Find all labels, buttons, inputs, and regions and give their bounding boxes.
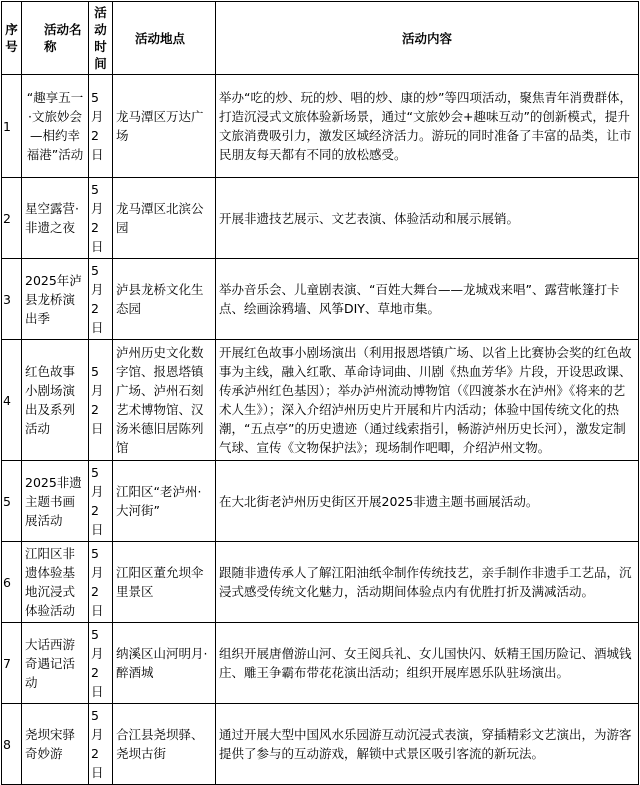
row-content: 举办“吃的炒、玩的炒、唱的炒、康的炒”等四项活动，聚焦青年消费群体，打造沉浸式文旅体验新场景，通过“文旅妙会+趣味互动”的创新模式，提升文旅消费吸引力，激发区域经济活力。游玩的同时准备了丰富的品类，让市民朋友每天都有不同的放松感受。 bbox=[216, 75, 639, 178]
row-name: “趣享五一·文旅妙会—相约幸福港”活动 bbox=[22, 75, 89, 178]
row-index: 2 bbox=[2, 178, 22, 259]
row-index: 8 bbox=[2, 704, 22, 785]
header-location: 活动地点 bbox=[113, 2, 216, 75]
row-location: 江阳区董允坝伞里景区 bbox=[113, 542, 216, 623]
row-location: 龙马潭区北滨公园 bbox=[113, 178, 216, 259]
row-index: 5 bbox=[2, 461, 22, 542]
row-content: 开展非遗技艺展示、文艺表演、体验活动和展示展销。 bbox=[216, 178, 639, 259]
header-name: 活动名称 bbox=[22, 2, 89, 75]
row-content: 组织开展唐僧游山河、女王阅兵礼、女儿国快闪、妖精王国历险记、酒城钱庄、雕王争霸布带花花演出活动；组织开展库恩乐队驻场演出。 bbox=[216, 623, 639, 704]
row-date: 5月2日 bbox=[89, 75, 113, 178]
row-date: 5月2日 bbox=[89, 542, 113, 623]
row-index: 1 bbox=[2, 75, 22, 178]
row-content: 举办音乐会、儿童剧表演、“百姓大舞台——龙城戏来唱”、露营帐篷打卡点、绘画涂鸦墙、风筝DIY、草地市集。 bbox=[216, 259, 639, 340]
row-index: 4 bbox=[2, 340, 22, 461]
row-location: 江阳区“老泸州·大河街” bbox=[113, 461, 216, 542]
row-index: 7 bbox=[2, 623, 22, 704]
row-location: 龙马潭区万达广场 bbox=[113, 75, 216, 178]
row-index: 6 bbox=[2, 542, 22, 623]
header-time: 活动时间 bbox=[89, 2, 113, 75]
header-index: 序号 bbox=[2, 2, 22, 75]
table-row bbox=[2, 623, 639, 704]
row-name: 江阳区非遗体验基地沉浸式体验活动 bbox=[22, 542, 89, 623]
row-name: 尧坝宋驿奇妙游 bbox=[22, 704, 89, 785]
table-row bbox=[2, 75, 639, 178]
row-content: 在大北街老泸州历史街区开展2025非遗主题书画展活动。 bbox=[216, 461, 639, 542]
row-location: 合江县尧坝驿、尧坝古街 bbox=[113, 704, 216, 785]
row-content: 跟随非遗传承人了解江阳油纸伞制作传统技艺，亲手制作非遗手工艺品，沉浸式感受传统文化魅力，活动期间体验点内有优胜打折及满减活动。 bbox=[216, 542, 639, 623]
table-header-row bbox=[2, 2, 639, 75]
row-date: 5月2日 bbox=[89, 704, 113, 785]
table-row bbox=[2, 461, 639, 542]
row-date: 5月2日 bbox=[89, 259, 113, 340]
row-date: 5月2日 bbox=[89, 340, 113, 461]
row-name: 星空露营·非遗之夜 bbox=[22, 178, 89, 259]
row-location: 纳溪区山河明月·醉酒城 bbox=[113, 623, 216, 704]
row-content: 通过开展大型中国风水乐园游互动沉浸式表演，穿插精彩文艺演出，为游客提供了参与的互动游戏，解锁中式景区吸引客流的新玩法。 bbox=[216, 704, 639, 785]
table-row bbox=[2, 542, 639, 623]
row-name: 大话西游奇遇记活动 bbox=[22, 623, 89, 704]
row-index: 3 bbox=[2, 259, 22, 340]
row-date: 5月2日 bbox=[89, 178, 113, 259]
table-row bbox=[2, 178, 639, 259]
table-row bbox=[2, 259, 639, 340]
row-date: 5月2日 bbox=[89, 461, 113, 542]
activity-table bbox=[1, 1, 639, 785]
row-location: 泸县龙桥文化生态园 bbox=[113, 259, 216, 340]
table-row bbox=[2, 340, 639, 461]
row-name: 红色故事小剧场演出及系列活动 bbox=[22, 340, 89, 461]
row-location: 泸州历史文化数字馆、报恩塔镇广场、泸州石刻艺术博物馆、汉汤米德旧居陈列馆 bbox=[113, 340, 216, 461]
row-date: 5月2日 bbox=[89, 623, 113, 704]
header-content: 活动内容 bbox=[216, 2, 639, 75]
row-content: 开展红色故事小剧场演出（利用报恩塔镇广场、以省上比赛协会奖的红色故事为主线，融入红歌、革命诗词曲、川剧《热血芳华》片段，开设思政课、传承泸州红色基因）；举办泸州流动博物馆（《四渡茶水在泸州》《将来的艺术人生》）；深入介绍泸州历史片开展和片内活动；体验中国传统文化的热潮，“五点亭”的历史遗迹（通过线索指引，畅游泸州历史长河），激发定制气球、宣传《文物保护法》；现场制作吧唧，介绍泸州文物。 bbox=[216, 340, 639, 461]
row-name: 2025年泸县龙桥演出季 bbox=[22, 259, 89, 340]
row-name: 2025非遗主题书画展活动 bbox=[22, 461, 89, 542]
table-row bbox=[2, 704, 639, 785]
